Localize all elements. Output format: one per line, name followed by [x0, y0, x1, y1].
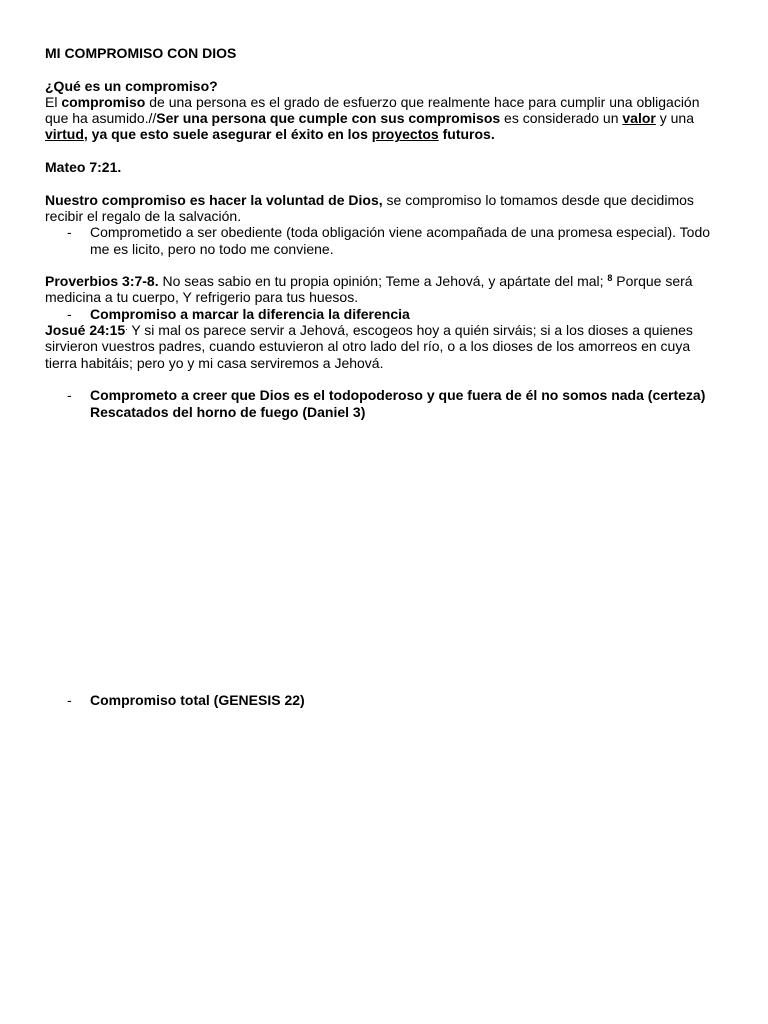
valor-link[interactable]: valor [622, 110, 656, 127]
bullet-dash: - [67, 692, 72, 708]
proyectos-link[interactable]: proyectos [371, 126, 439, 143]
mateo-reference: Mateo 7:21. [45, 159, 122, 176]
list-item [45, 387, 725, 420]
bullet-dash: - [67, 224, 72, 241]
list-item-text: Compromiso a marcar la diferencia la diferencia [90, 305, 410, 322]
document-body [45, 45, 725, 420]
list-item-text: Compromiso total (GENESIS 22) [90, 692, 305, 708]
document-title: MI COMPROMISO CON DIOS [45, 45, 237, 61]
josue-paragraph: Josué 24:15. Y si mal os parece servir a Jehová, escogeos hoy a quién sirváis; si a los dioses a quienes sirvieron vuestros padres, cuando estuvieron al otro lado del río, o a los dioses de los amorreos en cuya tierra habitáis; pero yo y mi casa serviremos a Jehová. [45, 322, 693, 371]
list-item-text: Comprometido a ser obediente (toda obligación viene acompañada de una promesa especial). Todo me es licito, pero no todo me conviene. [90, 224, 711, 257]
bullet-dash: - [67, 387, 72, 404]
list-item-subtext: Rescatados del horno de fuego (Daniel 3) [90, 403, 366, 420]
definition-paragraph: El compromiso de una persona es el grado de esfuerzo que realmente hace para cumplir una obligación que ha asumido.//Ser una persona que cumple con sus compromisos es considerado un valor y una virtud, ya que esto suele asegurar el éxito en los proyectos futuros. [45, 93, 700, 143]
proverbios-paragraph: Proverbios 3:7-8. No seas sabio en tu propia opinión; Teme a Jehová, y apártate del mal; $^8$ Porque será medicina a tu cuerpo, Y refrigerio para tus huesos. [45, 273, 693, 306]
voluntad-paragraph: Nuestro compromiso es hacer la voluntad de Dios, se compromiso lo tomamos desde que decidimos recibir el regalo de la salvación. [45, 191, 694, 224]
list-item [45, 306, 725, 322]
bullet-dash: - [67, 305, 72, 322]
list-item [45, 224, 725, 257]
list-item [45, 692, 725, 708]
final-section [45, 692, 725, 708]
list-item-text: Comprometo a creer que Dios es el todopoderoso y que fuera de él no somos nada (certeza) [90, 387, 706, 404]
virtud-link[interactable]: virtud [45, 126, 84, 143]
question-heading: ¿Qué es un compromiso? [45, 77, 218, 94]
